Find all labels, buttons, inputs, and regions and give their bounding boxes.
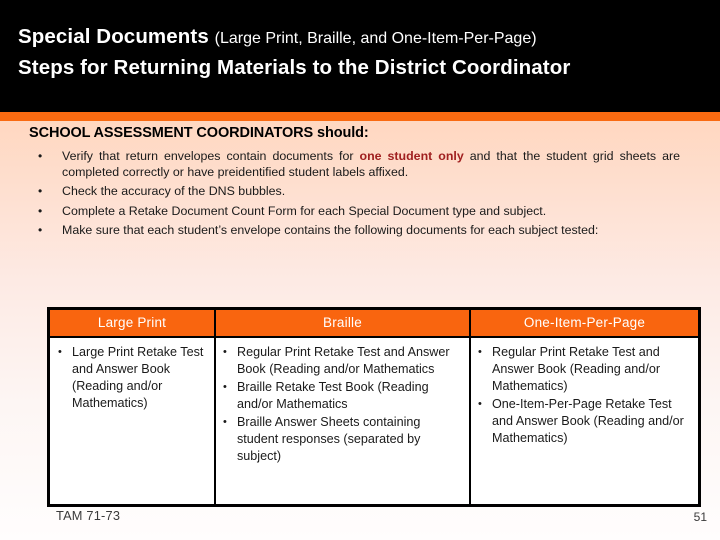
list-item-text: Large Print Retake Test and Answer Book (Reading and/or Mathematics) — [72, 345, 204, 410]
bullet-glyph-icon: • — [38, 223, 43, 237]
bullet-glyph-icon: • — [223, 415, 227, 428]
bullet-glyph-icon: • — [223, 345, 227, 358]
tam-reference-label: TAM 71-73 — [56, 508, 121, 523]
accent-bar — [0, 112, 720, 121]
cell-list-braille — [222, 344, 463, 465]
bullet-text: Complete a Retake Document Count Form for each Special Document type and subject. — [62, 203, 547, 218]
cell-braille — [215, 337, 470, 506]
slide-header-banner — [0, 0, 720, 112]
list-item — [222, 414, 463, 465]
bullet-glyph-icon: • — [58, 345, 62, 358]
column-header-one-item-per-page: One-Item-Per-Page — [470, 309, 700, 338]
bullet-highlight: one student only — [359, 149, 464, 163]
cell-list-one-item-per-page — [477, 344, 692, 447]
slide-title-main: Special Documents — [18, 25, 209, 48]
bullet-item — [32, 204, 680, 220]
cell-list-large-print — [56, 344, 208, 412]
bullet-item — [32, 149, 680, 180]
page-number: 51 — [693, 510, 707, 524]
list-item — [477, 396, 692, 447]
list-item-text: Regular Print Retake Test and Answer Book (Reading and/or Mathematics — [237, 345, 450, 376]
bullet-glyph-icon: • — [38, 184, 43, 198]
column-header-braille: Braille — [215, 309, 470, 338]
list-item-text: Braille Retake Test Book (Reading and/or Mathematics — [237, 380, 429, 411]
bullet-text: Check the accuracy of the DNS bubbles. — [62, 184, 286, 198]
list-item — [222, 379, 463, 413]
bullet-glyph-icon: • — [478, 397, 482, 410]
slide-title — [18, 24, 702, 52]
slide-body — [0, 121, 720, 540]
slide-title-parenthetical: (Large Print, Braille, and One-Item-Per-Page) — [214, 30, 537, 47]
cell-one-item-per-page — [470, 337, 700, 506]
list-item-text: Regular Print Retake Test and Answer Book (Reading and/or Mathematics) — [492, 345, 661, 393]
bullet-text-before: Verify that return envelopes contain documents for — [62, 149, 360, 163]
bullet-glyph-icon: • — [223, 380, 227, 393]
bullet-glyph-icon: • — [38, 203, 43, 218]
slide-subtitle: Steps for Returning Materials to the District Coordinator — [18, 56, 571, 79]
table-row — [49, 337, 700, 506]
list-item — [477, 344, 692, 395]
bullet-glyph-icon: • — [478, 345, 482, 358]
bullet-glyph-icon: • — [38, 149, 43, 163]
list-item — [56, 344, 208, 412]
bullet-item — [32, 223, 680, 239]
bullet-list — [32, 149, 680, 243]
list-item-text: Braille Answer Sheets containing student responses (separated by subject) — [237, 415, 421, 463]
section-heading: SCHOOL ASSESSMENT COORDINATORS should: — [29, 125, 369, 141]
bullet-item — [32, 184, 680, 200]
cell-large-print — [49, 337, 216, 506]
table-header-row — [49, 309, 700, 338]
column-header-large-print: Large Print — [49, 309, 216, 338]
list-item — [222, 344, 463, 378]
bullet-text: Make sure that each student’s envelope contains the following documents for each subject tested: — [62, 223, 599, 237]
special-documents-table — [47, 307, 701, 507]
bullet-text-after: and that the student grid sheets are completed correctly or have preidentified student labels affixed. — [62, 149, 680, 179]
bullet-text — [62, 149, 680, 180]
list-item-text: One-Item-Per-Page Retake Test and Answer Book (Reading and/or Mathematics) — [492, 397, 684, 445]
